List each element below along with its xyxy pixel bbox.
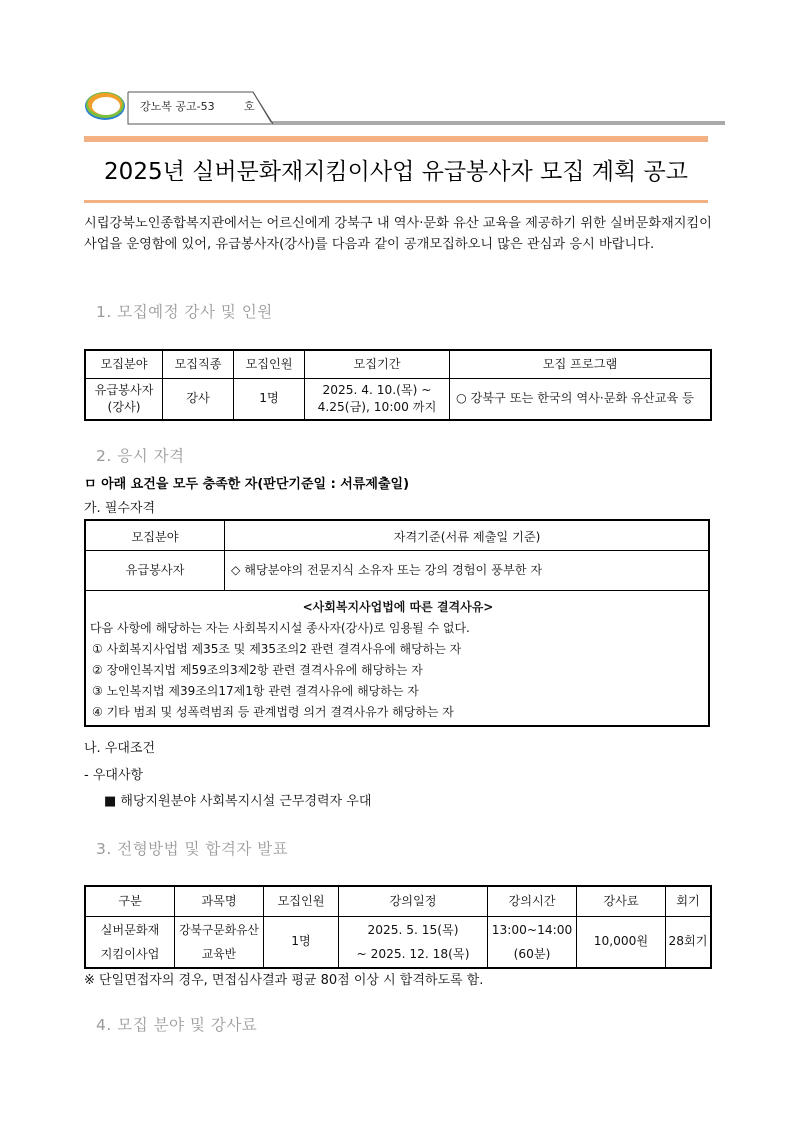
cell-count: 1명 (234, 378, 305, 420)
subject-line1: 강북구문화유산 (179, 922, 259, 937)
category-line2: 지킴이사업 (100, 946, 160, 961)
period-line1: 2025. 4. 10.(목) ~ (322, 382, 432, 397)
header-fee: 강사료 (577, 886, 666, 916)
field-line1: 유급봉사자 (94, 382, 154, 397)
recruitment-table (84, 349, 712, 421)
header-job: 모집직종 (163, 350, 234, 378)
qual-header-criteria: 자격기준(서류 제출일 기준) (393, 530, 541, 544)
cell-job: 강사 (163, 378, 234, 420)
organization-logo (84, 88, 128, 122)
period-line2: 4.25(금), 10:00 까지 (317, 399, 437, 414)
disqualification-item: ② 장애인복지법 제59조의3제2항 관련 결격사유에 해당하는 자 (92, 663, 423, 677)
cell-program: ○ 강북구 또는 한국의 역사·문화 유산교육 등 (450, 378, 712, 420)
accent-bar-top (84, 136, 708, 142)
time-line2: (60분) (513, 946, 551, 961)
time-line1: 13:00~14:00 (491, 922, 573, 937)
intro-paragraph: 시립강북노인종합복지관에서는 어르신에게 강북구 내 역사·문화 유산 교육을 제공하기 위한 실버문화재지킴이사업을 운영함에 있어, 유급봉사자(강사)를 다음과 같이 공개모집하오니 많은 관심과 응시 바랍니다. (84, 216, 712, 252)
field-line2: (강사) (107, 399, 141, 414)
qualification-box (84, 519, 710, 727)
disqualification-title: <사회복지사업법에 따른 결격사유> (302, 600, 494, 614)
header-subject: 과목명 (175, 886, 264, 916)
cell-field (85, 378, 163, 420)
requirement-statement: ㅁ 아래 요건을 모두 충족한 자(판단기준일 : 서류제출일) (84, 477, 410, 492)
cell-time (488, 916, 577, 968)
selection-table (84, 885, 712, 969)
disqualification-item: ③ 노인복지법 제39조의17제1항 관련 결격사유에 해당하는 자 (92, 684, 419, 698)
header-program: 모집 프로그램 (450, 350, 712, 378)
preference-item: ■ 해당지원분야 사회복지시설 근무경력자 우대 (104, 794, 372, 809)
cell-sessions: 28회기 (666, 916, 712, 968)
pass-criteria-note: ※ 단일면접자의 경우, 면접심사결과 평균 80점 이상 시 합격하도록 함. (84, 973, 484, 988)
header-count: 모집인원 (234, 350, 305, 378)
accent-bar-bottom (84, 200, 708, 203)
section2-title: 2. 응시 자격 (96, 447, 185, 465)
page-title: 2025년 실버문화재지킴이사업 유급봉사자 모집 계획 공고 (104, 159, 688, 185)
preference-sub-label: - 우대사항 (84, 768, 144, 783)
subject-line2: 교육반 (201, 946, 237, 961)
schedule-line2: ~ 2025. 12. 18(목) (356, 946, 470, 961)
preference-label: 나. 우대조건 (84, 741, 156, 756)
header-count: 모집인원 (264, 886, 339, 916)
section1-title: 1. 모집예정 강사 및 인원 (96, 303, 273, 321)
disqualification-item: ④ 기타 범죄 및 성폭력범죄 등 관계법령 의거 결격사유가 해당하는 자 (92, 705, 454, 719)
section4-title: 4. 모집 분야 및 강사료 (96, 1016, 258, 1034)
header-field: 모집분야 (85, 350, 163, 378)
qualification-divider (224, 521, 225, 591)
qual-criteria: ◇ 해당분야의 전문지식 소유자 또는 강의 경험이 풍부한 자 (231, 563, 543, 577)
cell-subject (175, 916, 264, 968)
notice-suffix: 호 (244, 100, 255, 113)
category-line1: 실버문화재 (100, 922, 160, 937)
qualification-header-row (86, 521, 708, 551)
cell-schedule (339, 916, 488, 968)
qual-field: 유급봉사자 (125, 563, 185, 577)
disqualification-item: ① 사회복지사업법 제35조 및 제35조의2 관련 결격사유에 해당하는 자 (92, 642, 462, 656)
header-category: 구분 (85, 886, 175, 916)
header-time: 강의시간 (488, 886, 577, 916)
section3-title: 3. 전형방법 및 합격자 발표 (96, 840, 289, 858)
cell-count: 1명 (264, 916, 339, 968)
disqualification-lead: 다음 사항에 해당하는 자는 사회복지시설 종사자(강사)로 임용될 수 없다. (90, 621, 470, 635)
header-schedule: 강의일정 (339, 886, 488, 916)
header-sessions: 회기 (666, 886, 712, 916)
cell-fee: 10,000원 (577, 916, 666, 968)
qualification-row (86, 550, 708, 591)
essential-qualification-label: 가. 필수자격 (84, 501, 156, 516)
notice-number: 강노복 공고-53 (140, 100, 215, 113)
cell-category (85, 916, 175, 968)
header-period: 모집기간 (305, 350, 450, 378)
qual-header-field: 모집분야 (131, 530, 179, 544)
cell-period (305, 378, 450, 420)
schedule-line1: 2025. 5. 15(목) (367, 922, 459, 937)
notice-number-tab (128, 92, 268, 122)
